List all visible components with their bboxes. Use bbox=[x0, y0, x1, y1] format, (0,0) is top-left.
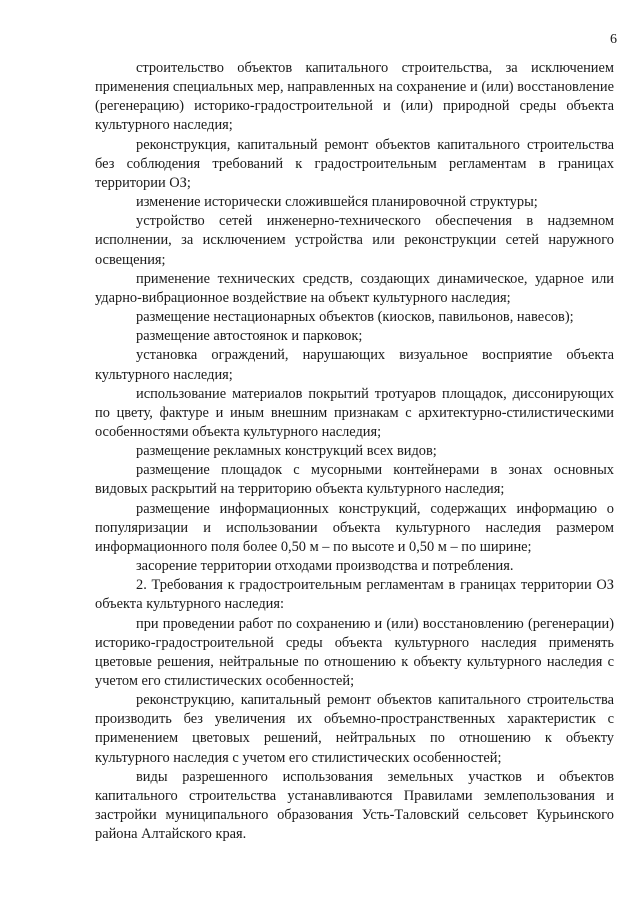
requirement-land-use: виды разрешенного использования земельных участков и объектов капитального строительства устанавливаются Правилами землепользования и застройки муниципального образования Усть-Таловский сельсовет Курьинского района Алтайского края. bbox=[95, 768, 614, 843]
requirement-color-solutions: при проведении работ по сохранению и (или) восстановлению (регенерации) историко-градостроительной среды объекта культурного наследия применять цветовые решения, нейтральные по отношению к объекту культурного наследия с учетом его стилистических особенностей; bbox=[95, 615, 614, 689]
page-number: 6 bbox=[610, 32, 617, 47]
restriction-waste-sites: размещение площадок с мусорными контейнерами в зонах основных видовых раскрытий на территорию объекта культурного наследия; bbox=[95, 462, 614, 498]
restriction-parking: размещение автостоянок и парковок; bbox=[136, 328, 363, 345]
restriction-planning-structure: изменение исторически сложившейся планировочной структуры; bbox=[136, 194, 538, 211]
restriction-reconstruction: реконструкция, капитальный ремонт объектов капитального строительства без соблюдения требований к градостроительным регламентам в границах территории ОЗ; bbox=[95, 136, 614, 191]
restriction-engineering-networks: устройство сетей инженерно-технического обеспечения в надземном исполнении, за исключением устройства или реконструкции сетей наружного освещения; bbox=[95, 213, 614, 268]
document-body bbox=[95, 59, 614, 844]
restriction-fences: установка ограждений, нарушающих визуальное восприятие объекта культурного наследия; bbox=[95, 347, 614, 383]
requirement-reconstruction: реконструкцию, капитальный ремонт объектов капитального строительства производить без увеличения их объемно-пространственных характеристик с применением цветовых решений, нейтральных по отношению к объекту культурного наследия с учетом его стилистических особенностей; bbox=[95, 692, 614, 766]
restriction-technical-means: применение технических средств, создающих динамическое, ударное или ударно-вибрационное воздействие на объект культурного наследия; bbox=[95, 270, 614, 306]
restriction-information-structures: размещение информационных конструкций, содержащих информацию о популяризации и использовании объекта культурного наследия размером информационного поля более 0,50 м – по высоте и 0,50 м – по ширине; bbox=[95, 500, 614, 555]
section-2-heading: 2. Требования к градостроительным регламентам в границах территории ОЗ объекта культурного наследия: bbox=[95, 577, 614, 613]
restriction-advertising: размещение рекламных конструкций всех видов; bbox=[136, 443, 437, 460]
restriction-pavement-materials: использование материалов покрытий тротуаров площадок, диссонирующих по цвету, фактуре и иным внешним признакам с архитектурно-стилистическими особенностями объекта культурного наследия; bbox=[95, 385, 614, 440]
restriction-temporary-objects: размещение нестационарных объектов (киосков, павильонов, навесов); bbox=[136, 309, 574, 326]
restriction-capital-construction: строительство объектов капитального строительства, за исключением применения специальных мер, направленных на сохранение и (или) восстановление (регенерацию) историко-градостроительной и (или) природной среды объекта культурного наследия; bbox=[95, 60, 614, 134]
restriction-littering: засорение территории отходами производства и потребления. bbox=[136, 558, 514, 575]
